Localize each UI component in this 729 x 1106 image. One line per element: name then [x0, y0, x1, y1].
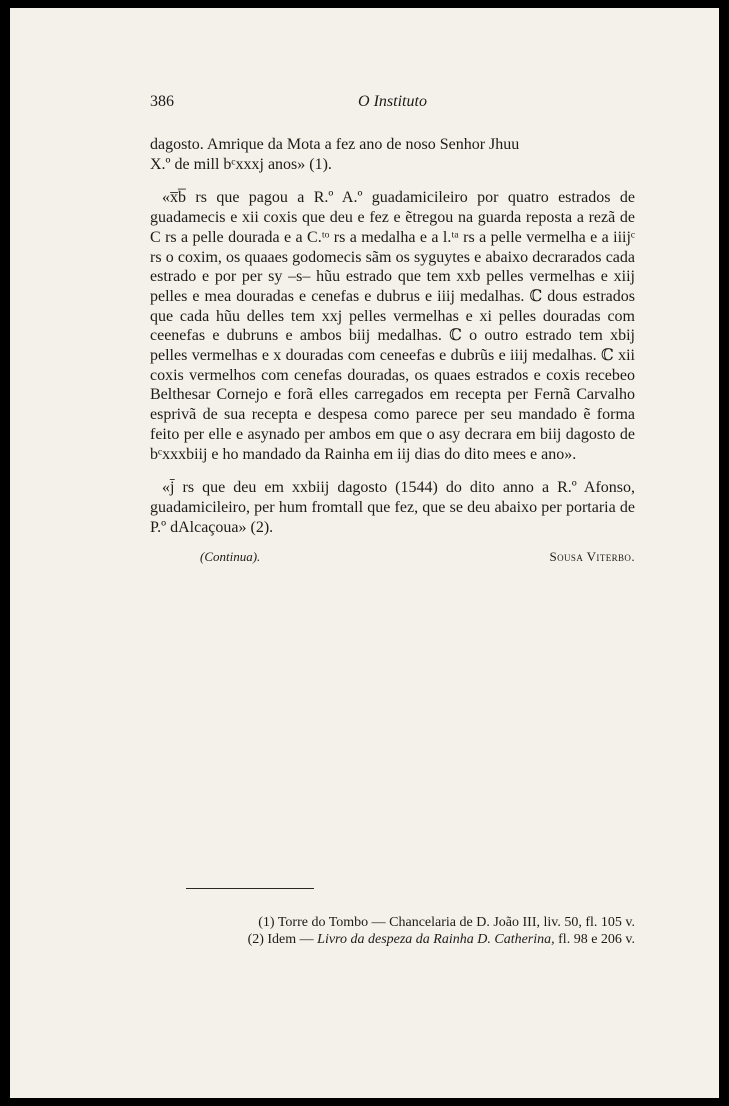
footnote-2-prefix: (2) Idem —	[247, 932, 318, 947]
footnote-2	[150, 931, 635, 948]
continua-note: (Continua).	[200, 549, 261, 565]
text-block	[150, 93, 635, 569]
running-title: O Instituto	[358, 93, 427, 110]
footnote-2-suffix: fl. 98 e 206 v.	[554, 932, 635, 947]
footnote-1: (1) Torre do Tombo — Chancelaria de D. João III, liv. 50, fl. 105 v.	[258, 915, 635, 930]
page-header	[150, 93, 635, 119]
paragraph-1	[150, 135, 635, 174]
footnote-2-title: Livro da despeza da Rainha D. Catherina,	[317, 932, 555, 947]
page	[10, 8, 719, 1098]
footnote-divider	[186, 888, 314, 889]
footnotes	[150, 914, 635, 948]
paragraph-2: «x̅b̅ rs que pagou a R.º A.º guadamicileiro por quatro estrados de guadamecis e xii coxis que deu e fez e ẽtregou na guarda reposta a rezã de C rs a pelle dourada e a C.ᵗᵒ rs a medalha e a l.ᵗᵃ rs a pelle vermelha e a iiijᶜ rs o coxim, os quaaes godomecis sãm os syguytes e abaixo decrarados cada estrado e por per sy –s– hũu estrado que tem xxb pelles vermelhas e xiij pelles e mea douradas e cenefas e dubrus e iiij medalhas. ℂ dous estrados que cada hũu delles tem xxj pelles vermelhas e xi pelles douradas com ceenefas e dubruns e ambos biij medalhas. ℂ o outro estrado tem xbij pelles vermelhas e x douradas com ceneefas e dubrũs e iiij medalhas. ℂ xii coxis vermelhos com cenefas douradas, os quaes estrados e coxis recebeo Belthesar Cornejo e forã elles carregados em recepta per Fernã Carvalho esprivã de sua recepta e despesa como parece per seu mandado ẽ forma feito per elle e asynado per ambos em que o asy decrara em biij dagosto de bᶜxxxbiij e ho mandado da Rainha em iij dias do dito mees e ano».	[150, 189, 635, 463]
paragraph-3: «j̄ rs que deu em xxbiij dagosto (1544) do dito anno a R.º Afonso, guadamicileiro, per hum fromtall que fez, que se deu abaixo per portaria de P.º dAlcaçoua» (2).	[150, 479, 635, 536]
paragraph-1-line-1: dagosto. Amrique da Mota a fez ano de noso Senhor Jhuu	[150, 136, 520, 153]
page-number: 386	[150, 93, 174, 110]
closing-row	[150, 549, 635, 569]
author-signature: Sousa Viterbo.	[549, 549, 635, 565]
paragraph-1-line-2: X.º de mill bᶜxxxj anos» (1).	[150, 155, 332, 173]
